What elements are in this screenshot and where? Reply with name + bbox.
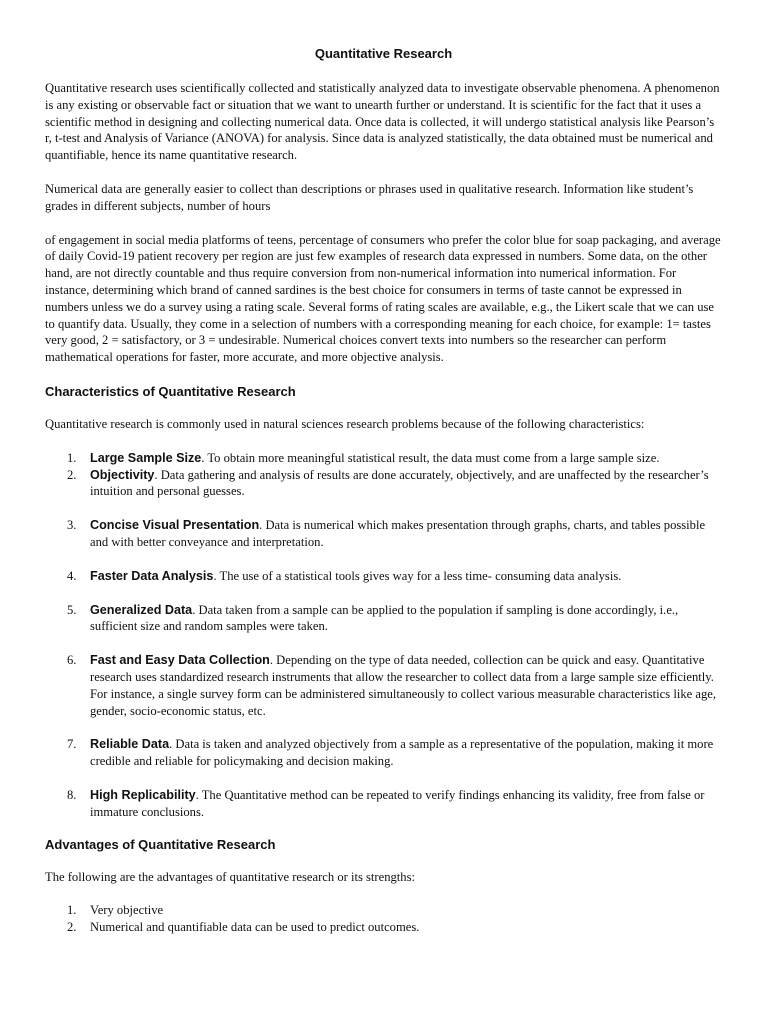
list-item — [45, 450, 722, 467]
list-item — [45, 602, 722, 636]
list-number: 2. — [67, 920, 77, 935]
list-term: Large Sample Size — [90, 450, 202, 465]
list-number: 7. — [67, 737, 77, 752]
list-term: Objectivity — [90, 467, 155, 482]
list-text: . Data is numerical which makes presentation through graphs, charts, and tables possible and with better conveyance and interpretation. — [90, 518, 706, 549]
list-number: 1. — [67, 450, 77, 465]
list-text: . Data is taken and analyzed objectively from a sample as a representative of the population, making it more credible and reliable for policymaking and decision making. — [90, 737, 714, 769]
characteristics-list — [45, 450, 722, 821]
list-item — [45, 736, 722, 770]
list-term: Faster Data Analysis — [90, 568, 214, 583]
advantages-lead: The following are the advantages of quantitative research or its strengths: — [45, 869, 415, 884]
list-item — [45, 652, 722, 719]
list-item — [45, 517, 722, 551]
advantages-list — [45, 902, 722, 936]
list-number: 1. — [67, 903, 77, 918]
list-term: Reliable Data — [90, 737, 170, 752]
list-term: High Replicability — [90, 787, 196, 802]
list-text: . Depending on the type of data needed, collection can be quick and easy. Quantitative research uses standardized research instruments that allow the researcher to collect data from a large sample size efficiently. For instance, a single survey form can be administered simultaneously to collect various measurable characteristics like age, gender, socio-economic status, etc. — [90, 653, 716, 718]
list-number: 5. — [67, 602, 77, 617]
list-text: . The Quantitative method can be repeated to verify findings enhancing its validity, free from false or immature conclusions. — [90, 787, 705, 819]
list-text: Numerical and quantifiable data can be used to predict outcomes. — [90, 920, 420, 935]
list-item — [45, 902, 722, 919]
list-number: 8. — [67, 787, 77, 802]
list-item — [45, 467, 722, 501]
list-number: 3. — [67, 518, 77, 533]
list-item — [45, 787, 722, 821]
list-item — [45, 568, 722, 585]
advantages-heading: Advantages of Quantitative Research — [45, 836, 276, 852]
list-text: . The use of a statistical tools gives way for a less time- consuming data analysis. — [213, 568, 622, 583]
intro-paragraph-3: of engagement in social media platforms of teens, percentage of consumers who prefer the color blue for soap packaging, and average of daily Covid-19 patient recovery per region are just few examples of research data expressed in numbers. Some data, on the other hand, are not directly countable and thus require conversion from non-numerical information into numerical information. For instance, determining which brand of canned sardines is the best choice for consumers in terms of taste cannot be expressed in numbers unless we do a survey using a rating scale. Several forms of rating scales are available, e.g., the Likert scale that we can use to quantify data. Usually, they come in a selection of numbers with a corresponding meaning for each choice, for example: 1= tastes very good, 2 = satisfactory, or 3 = undesirable. Numerical choices convert texts into numbers so the researcher can perform mathematical operations for faster, more accurate, and more objective analysis. — [45, 232, 721, 365]
intro-paragraph-2: Numerical data are generally easier to collect than descriptions or phrases used in qualitative research. Information like student’s grades in different subjects, number of hours — [45, 181, 694, 213]
characteristics-lead: Quantitative research is commonly used in natural sciences research problems because of the following characteristics: — [45, 416, 645, 431]
list-term: Concise Visual Presentation — [90, 518, 260, 533]
list-item — [45, 919, 722, 936]
characteristics-heading: Characteristics of Quantitative Research — [45, 383, 296, 399]
intro-paragraph-1: Quantitative research uses scientifically collected and statistically analyzed data to investigate observable phenomena. A phenomenon is any existing or observable fact or situation that we want to unearth further or understand. It is scientific for the fact that it uses a scientific method in designing and collecting numerical data. Once data is collected, it will undergo statistical analysis like Pearson’s r, t-test and Analysis of Variance (ANOVA) for analysis. Since data is analyzed statistically, the data obtained must be numerical and quantifiable, hence its name quantitative research. — [45, 81, 720, 163]
list-text: . To obtain more meaningful statistical result, the data must come from a large sample size. — [201, 450, 660, 465]
list-term: Generalized Data — [90, 602, 193, 617]
list-text: Very objective — [90, 903, 164, 918]
list-number: 2. — [67, 467, 77, 482]
list-number: 6. — [67, 653, 77, 668]
list-text: . Data taken from a sample can be applied to the population if sampling is done accordingly, i.e., sufficient size and random samples were taken. — [90, 602, 679, 634]
list-term: Fast and Easy Data Collection — [90, 653, 270, 668]
list-number: 4. — [67, 568, 77, 583]
list-text: . Data gathering and analysis of results are done accurately, objectively, and are unaffected by the researcher’s intuition and personal guesses. — [90, 467, 709, 499]
document-title: Quantitative Research — [314, 46, 453, 61]
